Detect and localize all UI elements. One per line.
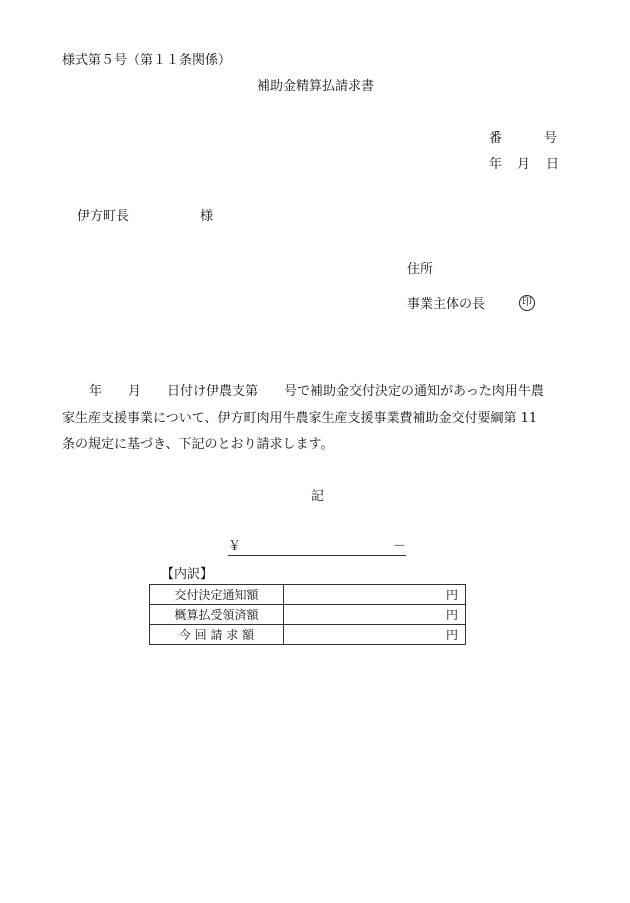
amount-underline — [228, 555, 406, 556]
breakdown-row-label: 交付決定通知額 — [150, 585, 284, 605]
breakdown-row-unit: 円 — [284, 585, 466, 605]
amount-trailing-dash: － — [393, 539, 407, 554]
document-number-label: 番 — [489, 131, 503, 146]
date-month-label: 月 — [517, 157, 531, 172]
form-number-label: 様式第５号（第１１条関係） — [62, 53, 232, 68]
document-number-suffix: 号 — [544, 131, 558, 146]
addressee-name: 伊方町長 — [77, 209, 130, 224]
breakdown-row-unit: 円 — [284, 605, 466, 625]
breakdown-label: 【内訳】 — [161, 567, 214, 582]
seal-text: 印 — [522, 297, 532, 308]
request-body-line-2: 家生産支援事業について、伊方町肉用牛農家生産支援事業費補助金交付要綱第 11 — [62, 411, 538, 426]
record-label: 記 — [311, 489, 325, 504]
breakdown-row-unit: 円 — [284, 625, 466, 645]
date-day-label: 日 — [546, 157, 560, 172]
applicant-head-label: 事業主体の長 — [407, 297, 486, 312]
table-row — [150, 605, 466, 625]
currency-symbol: ￥ — [228, 539, 242, 554]
breakdown-row-label: 今 回 請 求 額 — [150, 625, 284, 645]
table-row — [150, 625, 466, 645]
addressee-honorific: 様 — [200, 209, 214, 224]
request-body-line-3: 条の規定に基づき、下記のとおり請求します。 — [62, 437, 334, 452]
breakdown-row-label: 概算払受領済額 — [150, 605, 284, 625]
applicant-address-label: 住所 — [407, 262, 434, 277]
breakdown-table — [149, 584, 466, 645]
seal-icon — [519, 295, 535, 311]
date-year-label: 年 — [489, 157, 503, 172]
document-title: 補助金精算払請求書 — [257, 79, 375, 94]
request-body-line-1: 年 月 日付け伊農支第 号で補助金交付決定の通知があった肉用牛農 — [89, 384, 544, 399]
table-row — [150, 585, 466, 605]
